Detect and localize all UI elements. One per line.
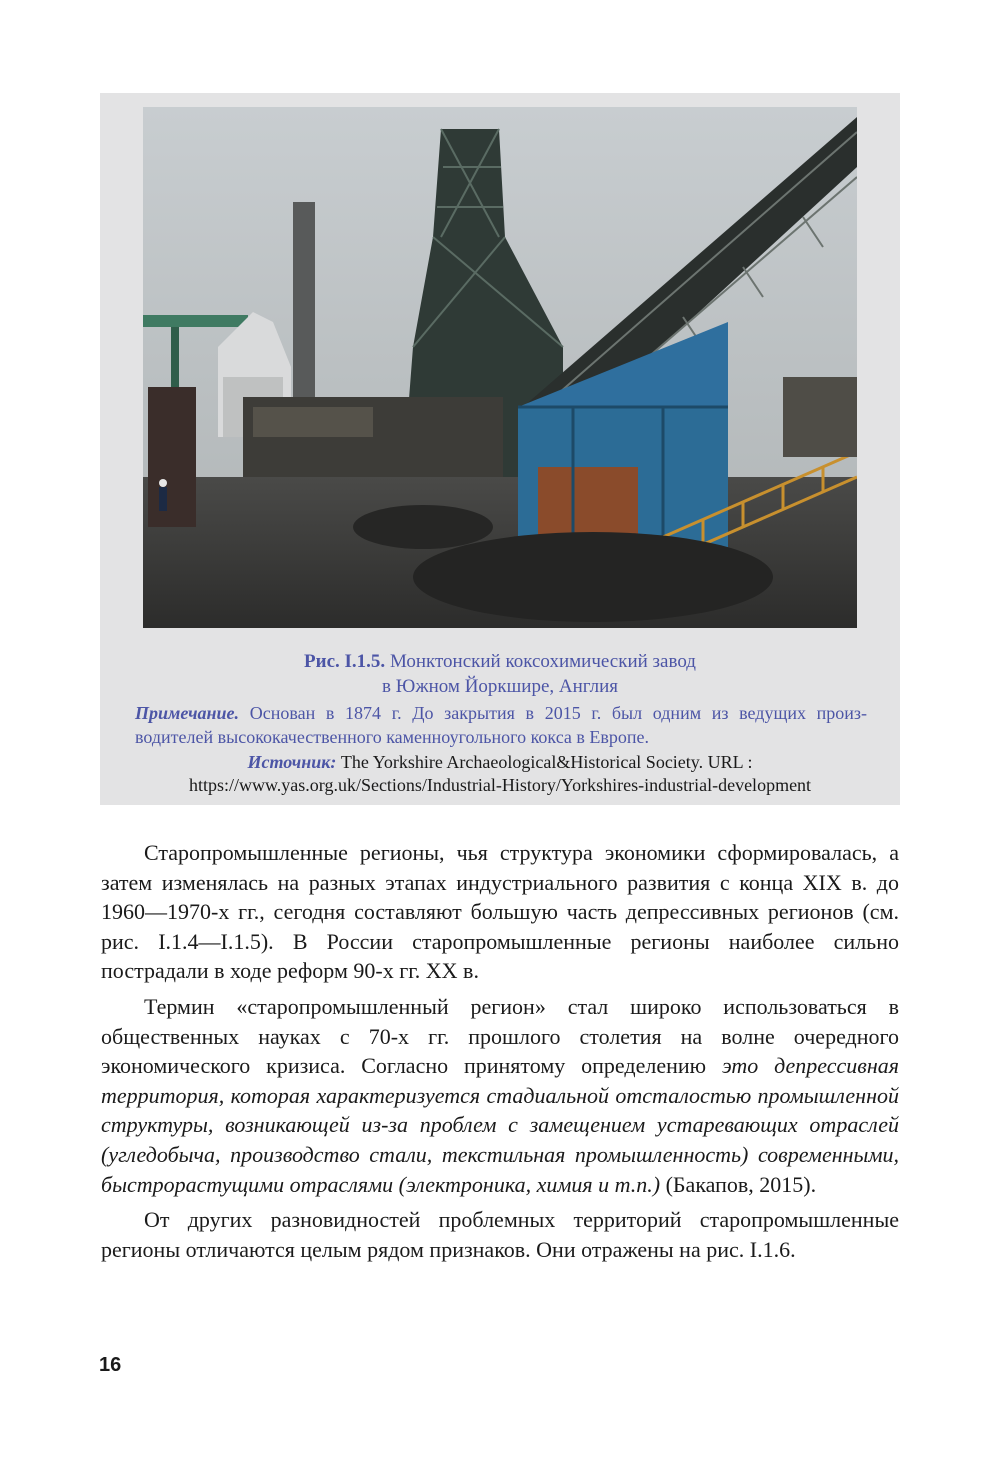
paragraph-2: [101, 992, 899, 1199]
figure-label: Рис. I.1.5.: [304, 651, 386, 672]
paragraph-2-end: (Бакапов, 2015).: [660, 1171, 817, 1197]
figure-source-url: https://www.yas.org.uk/Sections/Industrial-History/Yorkshires-industrial-development: [188, 775, 812, 795]
body-text: [101, 838, 899, 1264]
note-label: Примечание.: [135, 703, 240, 723]
coke-plant-photo: [143, 107, 857, 628]
page-number: 16: [99, 1354, 122, 1376]
figure-source-line1: [100, 751, 900, 774]
figure-title-line2: в Южном Йоркшире, Англия: [382, 676, 618, 697]
paragraph-2-start: Термин «старопромышленный регион» стал широко использоваться в общественных науках с 70-х гг. прошлого столетия на волне очередного экономического кризиса. Согласно принятому определению: [101, 993, 899, 1079]
paragraph-3: От других разновидностей проблемных территорий старопромышленные регионы отличаются целым рядом признаков. Они отражены на рис. I.1.6.: [101, 1207, 899, 1262]
source-label: Источник:: [247, 752, 337, 772]
figure: [100, 93, 900, 805]
note-text-1: Основан в 1874 г. До закрытия в 2015 г. был одним из ведущих произ-: [249, 703, 867, 723]
figure-title-line1: [100, 650, 900, 674]
paragraph-2-definition: это депрессивная территория, которая характеризуется стадиальной отсталостью промышленной структуры, возникающей из-за проблем с замещением устаревающих отраслей (угледобыча, производство стали, текстильная промышленность) современными, быстрорастущими отраслями (электроника, химия и т.п.): [101, 1053, 899, 1197]
figure-note-line2: водителей высококачественного каменноугольного кокса в Европе.: [135, 727, 650, 747]
figure-note-line1: [135, 702, 867, 725]
paragraph-1: Старопромышленные регионы, чья структура экономики сформировалась, а затем изменялась на разных этапах индустриального развития с конца XIX в. до 1960—1970-х гг., сегодня составляют большую часть депрессивных регионов (см. рис. I.1.4—I.1.5). В России старопромышленные регионы наиболее сильно пострадали в ходе реформ 90-х гг. XX в.: [101, 840, 899, 984]
source-text: The Yorkshire Archaeological&Historical Society. URL :: [340, 752, 753, 772]
figure-title: Монктонский коксохимический завод: [389, 651, 696, 672]
